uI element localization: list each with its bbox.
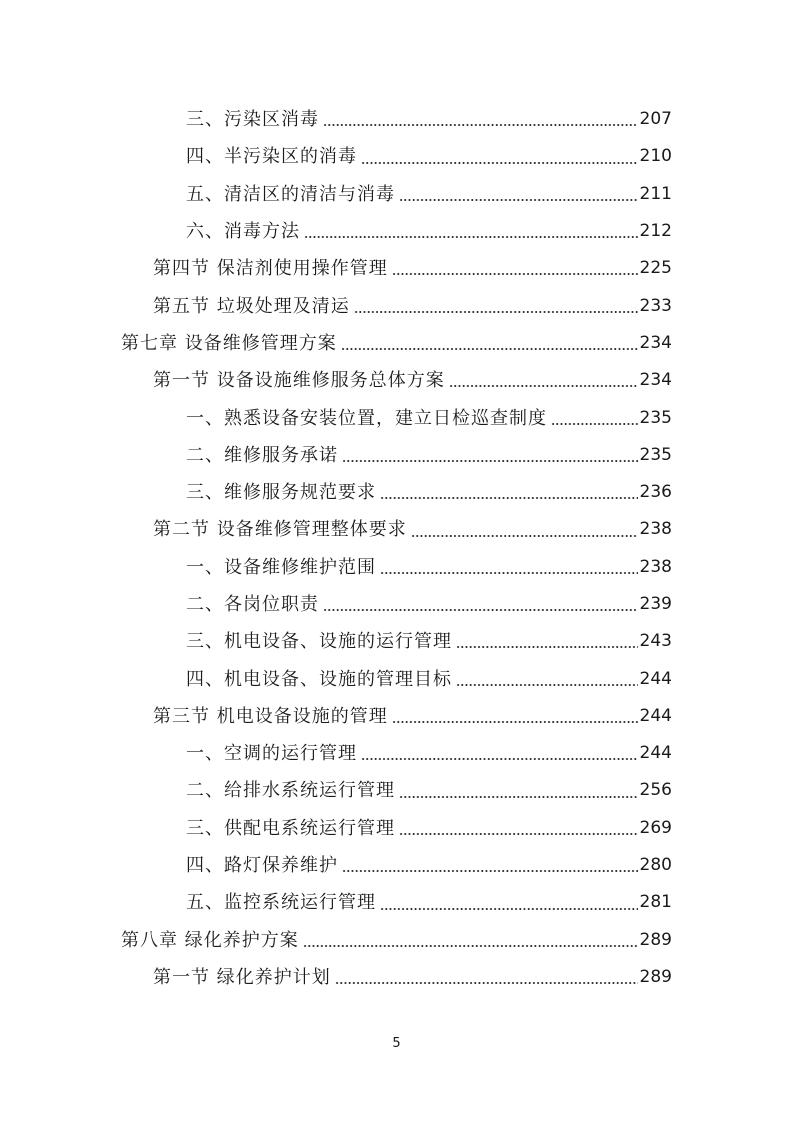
toc-entry[interactable]	[0, 623, 793, 660]
toc-entry-page: 244	[639, 705, 672, 726]
toc-entry-page: 238	[639, 556, 672, 577]
dot-leader	[449, 370, 638, 388]
dot-leader	[399, 184, 638, 202]
toc-entry-title: 六、消毒方法	[186, 221, 300, 243]
toc-entry-page: 256	[639, 780, 672, 801]
dot-leader	[342, 855, 638, 873]
dot-leader	[380, 482, 638, 500]
toc-entry[interactable]	[0, 847, 793, 884]
toc-entry[interactable]	[0, 698, 793, 735]
toc-entry[interactable]	[0, 287, 793, 324]
dot-leader	[361, 743, 638, 761]
dot-leader	[361, 147, 638, 165]
toc-entry-title: 五、监控系统运行管理	[186, 892, 376, 914]
toc-entry-title: 三、供配电系统运行管理	[186, 817, 395, 839]
toc-entry-title: 第八章 绿化养护方案	[121, 929, 299, 951]
toc-entry-page: 238	[639, 519, 672, 540]
toc-entry-page: 225	[639, 258, 672, 279]
toc-entry-title: 二、给排水系统运行管理	[186, 780, 395, 802]
dot-leader	[354, 296, 638, 314]
toc-entry-title: 三、维修服务规范要求	[186, 482, 376, 504]
toc-entry-page: 235	[639, 407, 672, 428]
toc-entry-title: 第七章 设备维修管理方案	[121, 332, 337, 354]
table-of-contents	[0, 101, 793, 996]
toc-entry[interactable]	[0, 176, 793, 213]
dot-leader	[551, 408, 638, 426]
toc-entry-page: 207	[639, 109, 672, 130]
page-footer-number: 5	[392, 1036, 401, 1051]
toc-entry-page: 280	[639, 855, 672, 876]
dot-leader	[456, 631, 638, 649]
toc-entry[interactable]	[0, 474, 793, 511]
toc-entry-page: 269	[639, 817, 672, 838]
toc-entry-page: 233	[639, 295, 672, 316]
toc-entry[interactable]	[0, 586, 793, 623]
toc-entry-title: 一、空调的运行管理	[186, 743, 357, 765]
toc-entry-page: 281	[639, 892, 672, 913]
toc-entry[interactable]	[0, 437, 793, 474]
toc-entry-title: 四、半污染区的消毒	[186, 146, 357, 168]
toc-entry[interactable]	[0, 213, 793, 250]
toc-entry-title: 一、设备维修维护范围	[186, 556, 376, 578]
toc-entry[interactable]	[0, 362, 793, 399]
toc-entry-title: 五、清洁区的清洁与消毒	[186, 183, 395, 205]
dot-leader	[304, 221, 638, 239]
toc-entry-page: 234	[639, 332, 672, 353]
dot-leader	[303, 930, 638, 948]
toc-entry[interactable]	[0, 922, 793, 959]
dot-leader	[342, 445, 638, 463]
dot-leader	[335, 967, 638, 985]
toc-entry[interactable]	[0, 101, 793, 138]
toc-entry-title: 三、污染区消毒	[186, 109, 319, 131]
toc-entry-title: 第四节 保洁剂使用操作管理	[153, 258, 388, 280]
toc-entry-title: 四、机电设备、设施的管理目标	[186, 668, 452, 690]
dot-leader	[341, 333, 638, 351]
toc-entry-title: 二、各岗位职责	[186, 594, 319, 615]
toc-entry-page: 289	[639, 966, 672, 987]
toc-entry[interactable]	[0, 511, 793, 548]
toc-entry[interactable]	[0, 884, 793, 921]
toc-entry-title: 第一节 设备设施维修服务总体方案	[153, 370, 445, 392]
toc-entry-title: 一、熟悉设备安装位置，建立日检巡查制度	[186, 407, 547, 429]
toc-entry[interactable]	[0, 772, 793, 809]
toc-entry-page: 244	[639, 743, 672, 764]
dot-leader	[399, 818, 638, 836]
dot-leader	[411, 520, 638, 538]
toc-entry[interactable]	[0, 399, 793, 436]
toc-entry-page: 211	[639, 183, 672, 204]
toc-entry-page: 212	[639, 221, 672, 242]
toc-entry[interactable]	[0, 325, 793, 362]
toc-entry[interactable]	[0, 549, 793, 586]
toc-entry[interactable]	[0, 138, 793, 175]
dot-leader	[323, 109, 638, 127]
toc-entry-page: 244	[639, 668, 672, 689]
dot-leader	[392, 258, 638, 276]
toc-entry[interactable]	[0, 735, 793, 772]
toc-entry-title: 第一节 绿化养护计划	[153, 966, 331, 988]
toc-entry-page: 210	[639, 146, 672, 167]
toc-entry[interactable]	[0, 810, 793, 847]
toc-entry[interactable]	[0, 660, 793, 697]
toc-entry-title: 三、机电设备、设施的运行管理	[186, 631, 452, 653]
toc-entry-title: 二、维修服务承诺	[186, 444, 338, 466]
dot-leader	[380, 893, 638, 911]
dot-leader	[392, 706, 638, 724]
toc-entry-title: 第五节 垃圾处理及清运	[153, 295, 350, 317]
toc-entry-page: 235	[639, 444, 672, 465]
toc-entry-page: 236	[639, 482, 672, 503]
toc-entry-title: 第二节 设备维修管理整体要求	[153, 519, 407, 541]
toc-entry-page: 239	[639, 594, 672, 614]
dot-leader	[380, 557, 638, 575]
toc-entry-title: 第三节 机电设备设施的管理	[153, 705, 388, 727]
dot-leader	[399, 781, 638, 799]
toc-entry[interactable]	[0, 250, 793, 287]
toc-entry-page: 289	[639, 929, 672, 950]
dot-leader	[456, 669, 638, 687]
toc-entry-page: 234	[639, 370, 672, 391]
toc-entry-page: 243	[639, 631, 672, 652]
dot-leader	[323, 594, 638, 612]
toc-entry-title: 四、路灯保养维护	[186, 855, 338, 877]
toc-entry[interactable]	[0, 959, 793, 996]
